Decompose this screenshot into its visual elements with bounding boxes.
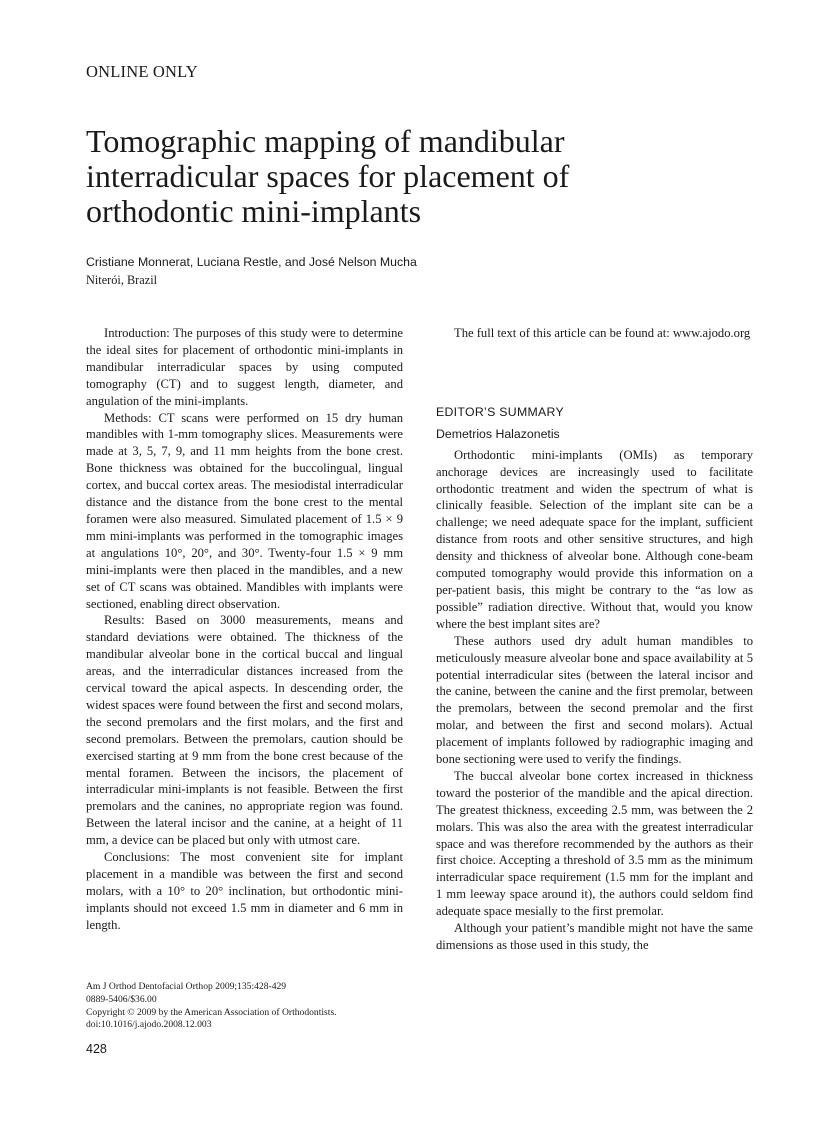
abstract-text: CT scans were performed on 15 dry human mandibles with 1-mm tomography slices. Measurements were made at 3, 5, 7, 9, and 11 mm heights from the bone crest. Bone thickness was obtained for the buccolingual, lingual cortex, and buccal cortex areas. The mesiodistal interradicular distance and the distance from the bone crest to the mental foramen were also measured. Simulated placement of 1.5 × 9 mm mini-implants was performed in the tomographic images at angulations 10°, 20°, and 30°. Twenty-four 1.5 × 9 mm mini-implants were then placed in the mandibles, and a new set of CT scans was obtained. Mandibles with implants were sectioned, enabling direct observation. — [86, 410, 403, 611]
abstract-label: Introduction: — [104, 326, 170, 340]
page-number: 428 — [86, 1042, 107, 1056]
editors-summary-heading: EDITOR’S SUMMARY — [436, 404, 565, 419]
abstract-text: Based on 3000 measurements, means and standard deviations were obtained. The thickness of the mandibular alveolar bone in the cortical buccal and lingual areas, and the interradicular distances increased from the cervical toward the apical aspects. In descending order, the widest spaces were found between the first and second molars, the second premolars and the first molars, and the first and second premolars. Between the premolars, caution should be exercised starting at 9 mm from the bone crest because of the mental foramen. Between the incisors, the placement of interradicular mini-implants is not feasible. Between the first premolars and the canines, no appropriate region was found. Between the lateral incisor and the canine, at a height of 11 mm, a device can be placed but only with utmost care. — [86, 613, 403, 848]
abstract-methods — [86, 410, 403, 613]
author-location: Niterói, Brazil — [86, 273, 158, 287]
abstract-conclusions — [86, 849, 403, 934]
summary-paragraph: Orthodontic mini-implants (OMIs) as temporary anchorage devices are increasingly used to facilitate orthodontic treatment and widen the spectrum of what is clinically feasible. Selection of the implant site can be a challenge; we need adequate space for the implant, sufficient distance from roots and other sensitive structures, and high density and thickness of alveolar bone. Although cone-beam computed tomography would provide this information on a per-patient basis, this might be contrary to the “as low as possible” radiation directive. Without that, would you know where the best implant sites are? — [436, 447, 753, 631]
abstract-label: Results: — [104, 613, 145, 628]
editors-summary-author: Demetrios Halazonetis — [436, 426, 560, 441]
citation-footer — [86, 981, 337, 1032]
abstract-introduction — [86, 325, 403, 410]
abstract-label: Methods: — [104, 410, 152, 425]
abstract-column — [86, 325, 403, 934]
article-title: Tomographic mapping of mandibular interradicular spaces for placement of orthodontic mini-implants — [86, 123, 570, 229]
section-label: ONLINE ONLY — [86, 62, 198, 81]
abstract-text: The most convenient site for implant placement in a mandible was between the first and second molars, with a 10° to 20° inclination, but orthodontic mini-implants should not exceed 1.5 mm in diameter and 6 mm in length. — [86, 850, 403, 932]
summary-paragraph: The buccal alveolar bone cortex increased in thickness toward the posterior of the mandible and the apical direction. The greatest thickness, exceeding 2.5 mm, was between the 2 molars. This was also the area with the greatest interradicular space and was therefore recommended by the authors as their first choice. Accepting a threshold of 3.5 mm as the minimum interradicular space requirement (1.5 mm for the implant and 1 mm leeway space around it), the authors could seldom find adequate space mesially to the first premolar. — [436, 768, 753, 919]
journal-citation: Am J Orthod Dentofacial Orthop 2009;135:428-429 — [86, 981, 287, 992]
abstract-results — [86, 612, 403, 849]
right-column — [436, 325, 753, 954]
full-text-note: The full text of this article can be found at: www.ajodo.org — [454, 326, 751, 340]
abstract-text: The purposes of this study were to determine the ideal sites for placement of orthodontic mini-implants in mandibular interradicular spaces by using computed tomography (CT) and to suggest length, diameter, and angulation of the mini-implants. — [86, 326, 403, 408]
summary-paragraph: Although your patient’s mandible might not have the same dimensions as those used in this study, the — [436, 921, 753, 952]
summary-paragraph: These authors used dry adult human mandibles to meticulously measure alveolar bone and space availability at 5 potential interradicular sites (between the lateral incisor and the canine, between the canine and the first premolar, between the premolars, between the second premolar and the first molar, and between the first and second molars). Actual placement of implants followed by radiographic imaging and bone sectioning were used to verify the findings. — [436, 633, 753, 767]
copyright: Copyright © 2009 by the American Association of Orthodontists. — [86, 1006, 337, 1018]
abstract-label: Conclusions: — [104, 850, 170, 865]
doi: doi:10.1016/j.ajodo.2008.12.003 — [86, 1019, 212, 1031]
article-authors: Cristiane Monnerat, Luciana Restle, and José Nelson Mucha — [86, 255, 417, 269]
issn: 0889-5406/$36.00 — [86, 993, 157, 1005]
